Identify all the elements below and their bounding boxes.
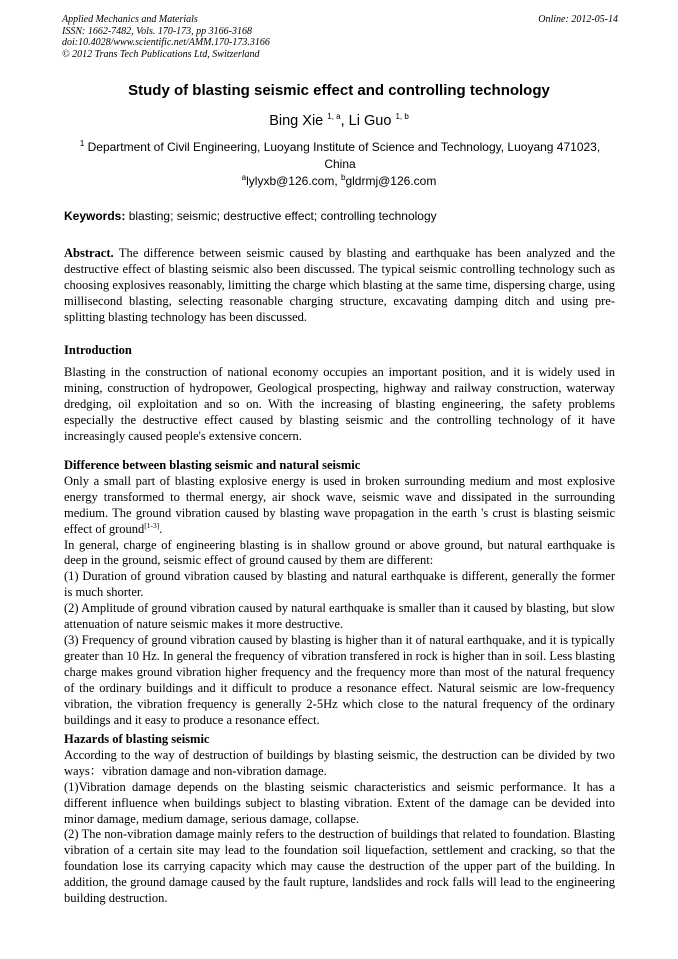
- paragraph: (1) Duration of ground vibration caused by blasting and natural earthquake is different, generally the former is much shorter.: [64, 569, 615, 600]
- paper-title: Study of blasting seismic effect and controlling technology: [128, 82, 550, 99]
- email-b: gldrmj@126.com: [345, 174, 437, 188]
- paragraph: [64, 474, 615, 538]
- keywords: [64, 209, 616, 223]
- paragraph: (3) Frequency of ground vibration caused by blasting is higher than it of natural earthquake, and it is typically greater than 10 Hz. In general the frequency of vibration transfered in rock is higher than in soil. Less blasting charge makes ground vibration higher frequency and the frequency more than most of the natural frequency of the ordinary buildings and it difficult to produce a resonance effect. Natural seismic are low-frequency vibration, the vibration frequency is generally 2-5Hz which close to the natural frequency of the ordinary buildings and it easy to produce a resonance effect.: [64, 632, 615, 727]
- doi-line: doi:10.4028/www.scientific.net/AMM.170-173.3166: [62, 37, 270, 48]
- citation-ref: [1-3]: [144, 520, 160, 530]
- abstract-text: The difference between seismic caused by blasting and earthquake has been analyzed and the destructive effect of blasting seismic also been discussed. The typical seismic controlling technology such as choosing explosives reasonably, limitting the charge which blasting at the same time, dispersing charge, using millisecond blasting, selecting reasonable charging structure, excavating damping ditch and using pre-splitting blasting technology has been discussed.: [64, 246, 615, 324]
- paragraph: In general, charge of engineering blasting is in shallow ground or above ground, but natural earthquake is deep in the ground, seismic effect of ground caused by them are different:: [64, 537, 615, 568]
- journal-name: Applied Mechanics and Materials: [62, 14, 198, 25]
- paragraph: (2) Amplitude of ground vibration caused by natural earthquake is smaller than it caused by blasting, but slow attenuation of nature seismic makes it more destructive.: [64, 601, 615, 632]
- email-a: lylyxb@126.com,: [246, 174, 338, 188]
- online-date: Online: 2012-05-14: [538, 14, 618, 25]
- paragraph: According to the way of destruction of buildings by blasting seismic, the destruction can be divided by two ways：vibration damage and non-vibration damage.: [64, 747, 615, 778]
- introduction-heading: Introduction: [64, 343, 132, 357]
- hazards-section: [64, 732, 615, 907]
- paragraph: (2) The non-vibration damage mainly refers to the destruction of buildings that related to foundation. Blasting vibration of a certain site may lead to the foundation soil liquefaction, settlement and cracking, so that the foundation lose its carrying capacity which may cause the destruction of the upper part of the building. In addition, the ground damage caused by the fault rupture, landslides and rock falls will lead to the engineering building destruction.: [64, 827, 615, 906]
- difference-section: [64, 458, 615, 728]
- email-superscript: a: [241, 173, 247, 182]
- paragraph-end: .: [159, 521, 163, 536]
- abstract-label: Abstract.: [64, 246, 114, 260]
- section-heading: Difference between blasting seismic and natural seismic: [64, 458, 361, 472]
- keywords-text: blasting; seismic; destructive effect; controlling technology: [128, 209, 437, 223]
- section-heading: Hazards of blasting seismic: [64, 732, 210, 746]
- paragraph: (1)Vibration damage depends on the blasting seismic characteristics and seismic performance. It has a different influence when buildings subject to blasting vibration. Extent of the damage can be devided into minor damage, medium damage, serious damage, collapse.: [64, 779, 615, 826]
- copyright-line: © 2012 Trans Tech Publications Ltd, Switzerland: [62, 48, 260, 60]
- affiliation-superscript: 1: [79, 139, 85, 148]
- email-line: [0, 174, 678, 188]
- author-line: Bing Xie $^{1, a}$, Li Guo $^{1, b}$: [269, 112, 409, 129]
- keywords-label: Keywords:: [64, 209, 126, 223]
- journal-header: [62, 14, 618, 60]
- affiliation-text: Department of Civil Engineering, Luoyang Institute of Science and Technology, Luoyang 471023, China: [87, 140, 601, 171]
- affiliation: [64, 139, 616, 173]
- paragraph-text: Only a small part of blasting explosive energy is used in broken surrounding medium and most explosive energy transformed to thermal energy, air shock wave, seismic wave and dissipated in the surrounding medium. The ground vibration caused by blasting wave propagation in the earth 's crust is blasting seismic effect of ground: [64, 473, 615, 536]
- email-superscript: b: [341, 173, 346, 182]
- issn-line: ISSN: 1662-7482, Vols. 170-173, pp 3166-3168: [62, 25, 252, 37]
- author-superscript: 1, a: [327, 112, 341, 122]
- author-superscript: 1, b: [395, 112, 409, 122]
- abstract: [64, 246, 615, 326]
- author-name: Li Guo: [348, 113, 392, 129]
- introduction-section: [64, 365, 615, 445]
- author-name: Bing Xie: [269, 113, 324, 129]
- paragraph: Blasting in the construction of national economy occupies an important position, and it is widely used in mining, construction of hydropower, Geological prospecting, highway and railway construction, waterway dredging, oil exploitation and so on. With the increasing of blasting engineering, the safety problems especially the destructive effect caused by blasting seismic and the controlling technology of it have increasingly caused people's extensive concern.: [64, 365, 615, 443]
